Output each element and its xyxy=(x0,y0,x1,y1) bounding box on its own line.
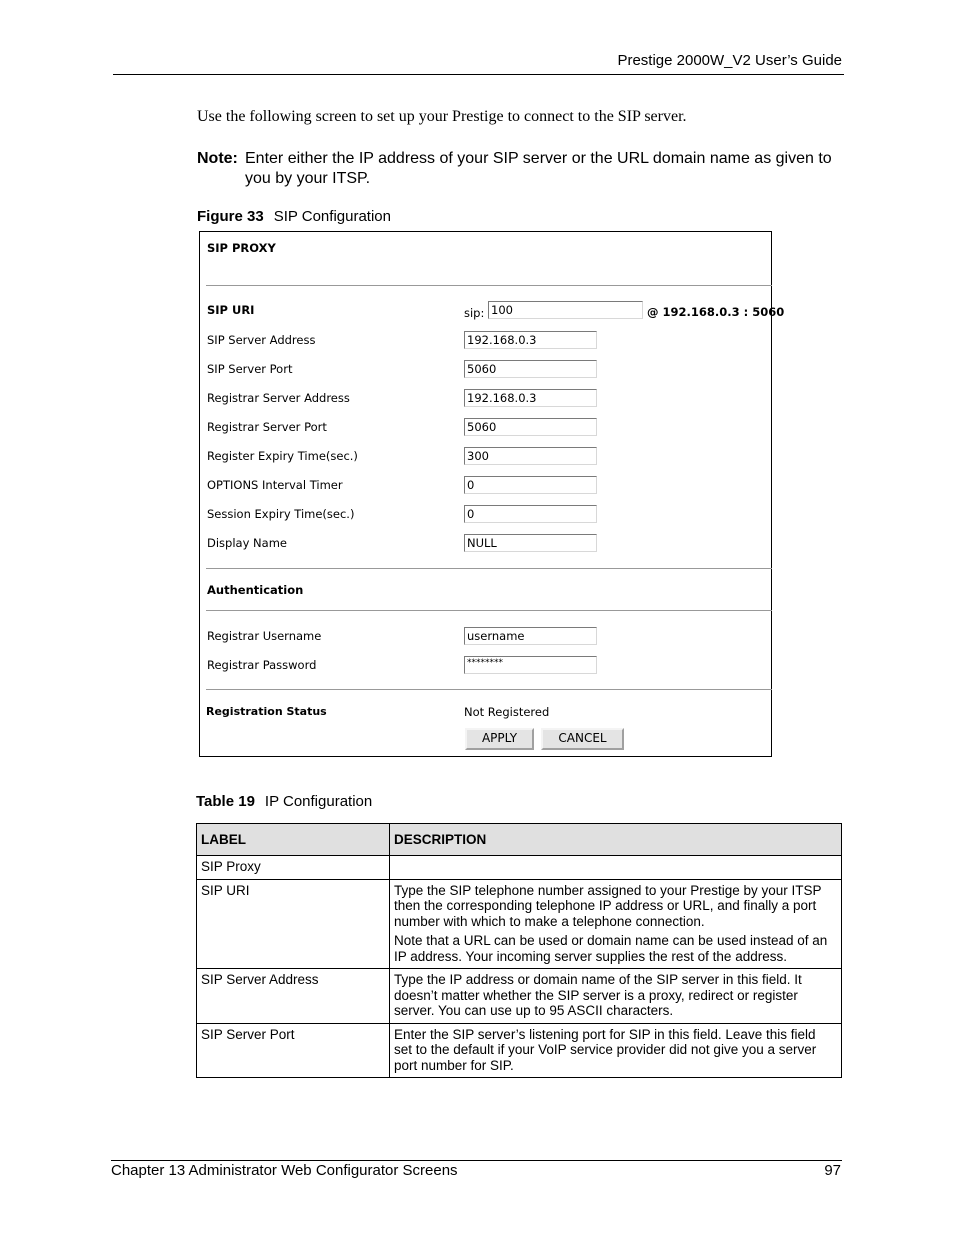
field-label: Registrar Server Port xyxy=(207,420,327,434)
description-paragraph: Type the IP address or domain name of the SIP server in this field. It doesn’t matter whether the SIP server is a proxy, redirect or register server. You can use up to 95 ASCII characters. xyxy=(394,972,802,1018)
footer-rule xyxy=(111,1160,842,1161)
table-row xyxy=(197,879,842,969)
registrar-username-input[interactable]: username xyxy=(464,627,597,645)
figure-title: SIP Configuration xyxy=(273,208,391,225)
table-row xyxy=(197,969,842,1024)
row-label: SIP Proxy xyxy=(197,856,390,880)
page-number: 97 xyxy=(824,1162,841,1179)
register-expiry-input[interactable]: 300 xyxy=(464,447,597,465)
registration-status-label: Registration Status xyxy=(206,705,327,718)
field-label: Registrar Server Address xyxy=(207,391,350,405)
running-header: Prestige 2000W_V2 User’s Guide xyxy=(617,52,842,69)
apply-button[interactable]: APPLY xyxy=(465,728,534,750)
table-title: IP Configuration xyxy=(264,793,373,810)
row-description xyxy=(390,969,842,1024)
sip-server-address-input[interactable]: 192.168.0.3 xyxy=(464,331,597,349)
session-expiry-input[interactable]: 0 xyxy=(464,505,597,523)
section-divider xyxy=(206,689,772,690)
sip-uri-input[interactable]: 100 xyxy=(488,301,643,319)
row-label: SIP URI xyxy=(197,879,390,969)
note-label: Note: xyxy=(197,150,238,167)
registrar-server-port-input[interactable]: 5060 xyxy=(464,418,597,436)
options-interval-input[interactable]: 0 xyxy=(464,476,597,494)
table-row xyxy=(197,1023,842,1078)
figure-number: Figure 33 xyxy=(197,208,264,225)
registrar-username-label: Registrar Username xyxy=(207,629,322,643)
sip-server-port-input[interactable]: 5060 xyxy=(464,360,597,378)
field-label: Session Expiry Time(sec.) xyxy=(207,507,355,521)
section-divider xyxy=(206,285,772,286)
description-paragraph: Note that a URL can be used or domain name can be used instead of an IP address. Your incoming server supplies the rest of the address. xyxy=(394,933,828,964)
cancel-button[interactable]: CANCEL xyxy=(541,728,624,750)
field-label: Display Name xyxy=(207,536,287,550)
description-paragraph: Enter the SIP server’s listening port for SIP in this field. Leave this field set to the default if your VoIP service provider did not give you a server port number for SIP. xyxy=(394,1026,817,1073)
row-label: SIP Server Port xyxy=(197,1023,390,1078)
section-divider xyxy=(206,568,772,569)
column-header: LABEL xyxy=(197,824,390,856)
intro-paragraph: Use the following screen to set up your Prestige to connect to the SIP server. xyxy=(197,108,687,125)
sip-configuration-screenshot xyxy=(199,231,785,757)
registrar-server-address-input[interactable]: 192.168.0.3 xyxy=(464,389,597,407)
note-text: Enter either the IP address of your SIP server or the URL domain name as given to you by your ITSP. xyxy=(245,150,832,187)
footer-chapter: Chapter 13 Administrator Web Configurator Screens xyxy=(111,1162,458,1179)
sip-uri-label: SIP URI xyxy=(207,303,255,317)
section-divider xyxy=(206,610,772,611)
table-caption xyxy=(196,793,372,810)
registrar-password-input[interactable]: ******** xyxy=(464,656,597,674)
description-paragraph: Type the SIP telephone number assigned to your Prestige by your ITSP then the corresponding telephone IP address or URL, and finally a port number with which to make a telephone connection. xyxy=(394,882,822,929)
sip-uri-suffix: @ 192.168.0.3 : 5060 xyxy=(647,305,785,319)
field-label: Register Expiry Time(sec.) xyxy=(207,449,358,463)
display-name-input[interactable]: NULL xyxy=(464,534,597,552)
row-description xyxy=(390,1023,842,1078)
header-rule xyxy=(113,74,844,75)
table-header-row xyxy=(197,824,842,856)
row-description xyxy=(390,856,842,880)
registration-status-value: Not Registered xyxy=(464,705,550,719)
sip-prefix-label: sip: xyxy=(464,306,485,320)
field-label: SIP Server Address xyxy=(207,333,316,347)
table-row xyxy=(197,856,842,880)
column-header: DESCRIPTION xyxy=(390,824,842,856)
sip-proxy-heading: SIP PROXY xyxy=(207,241,276,255)
registrar-password-label: Registrar Password xyxy=(207,658,317,672)
table-number: Table 19 xyxy=(196,793,255,810)
row-label: SIP Server Address xyxy=(197,969,390,1024)
row-description xyxy=(390,879,842,969)
field-label: SIP Server Port xyxy=(207,362,293,376)
authentication-heading: Authentication xyxy=(207,583,304,597)
ip-configuration-table xyxy=(196,823,842,1078)
figure-caption xyxy=(197,208,391,225)
field-label: OPTIONS Interval Timer xyxy=(207,478,343,492)
